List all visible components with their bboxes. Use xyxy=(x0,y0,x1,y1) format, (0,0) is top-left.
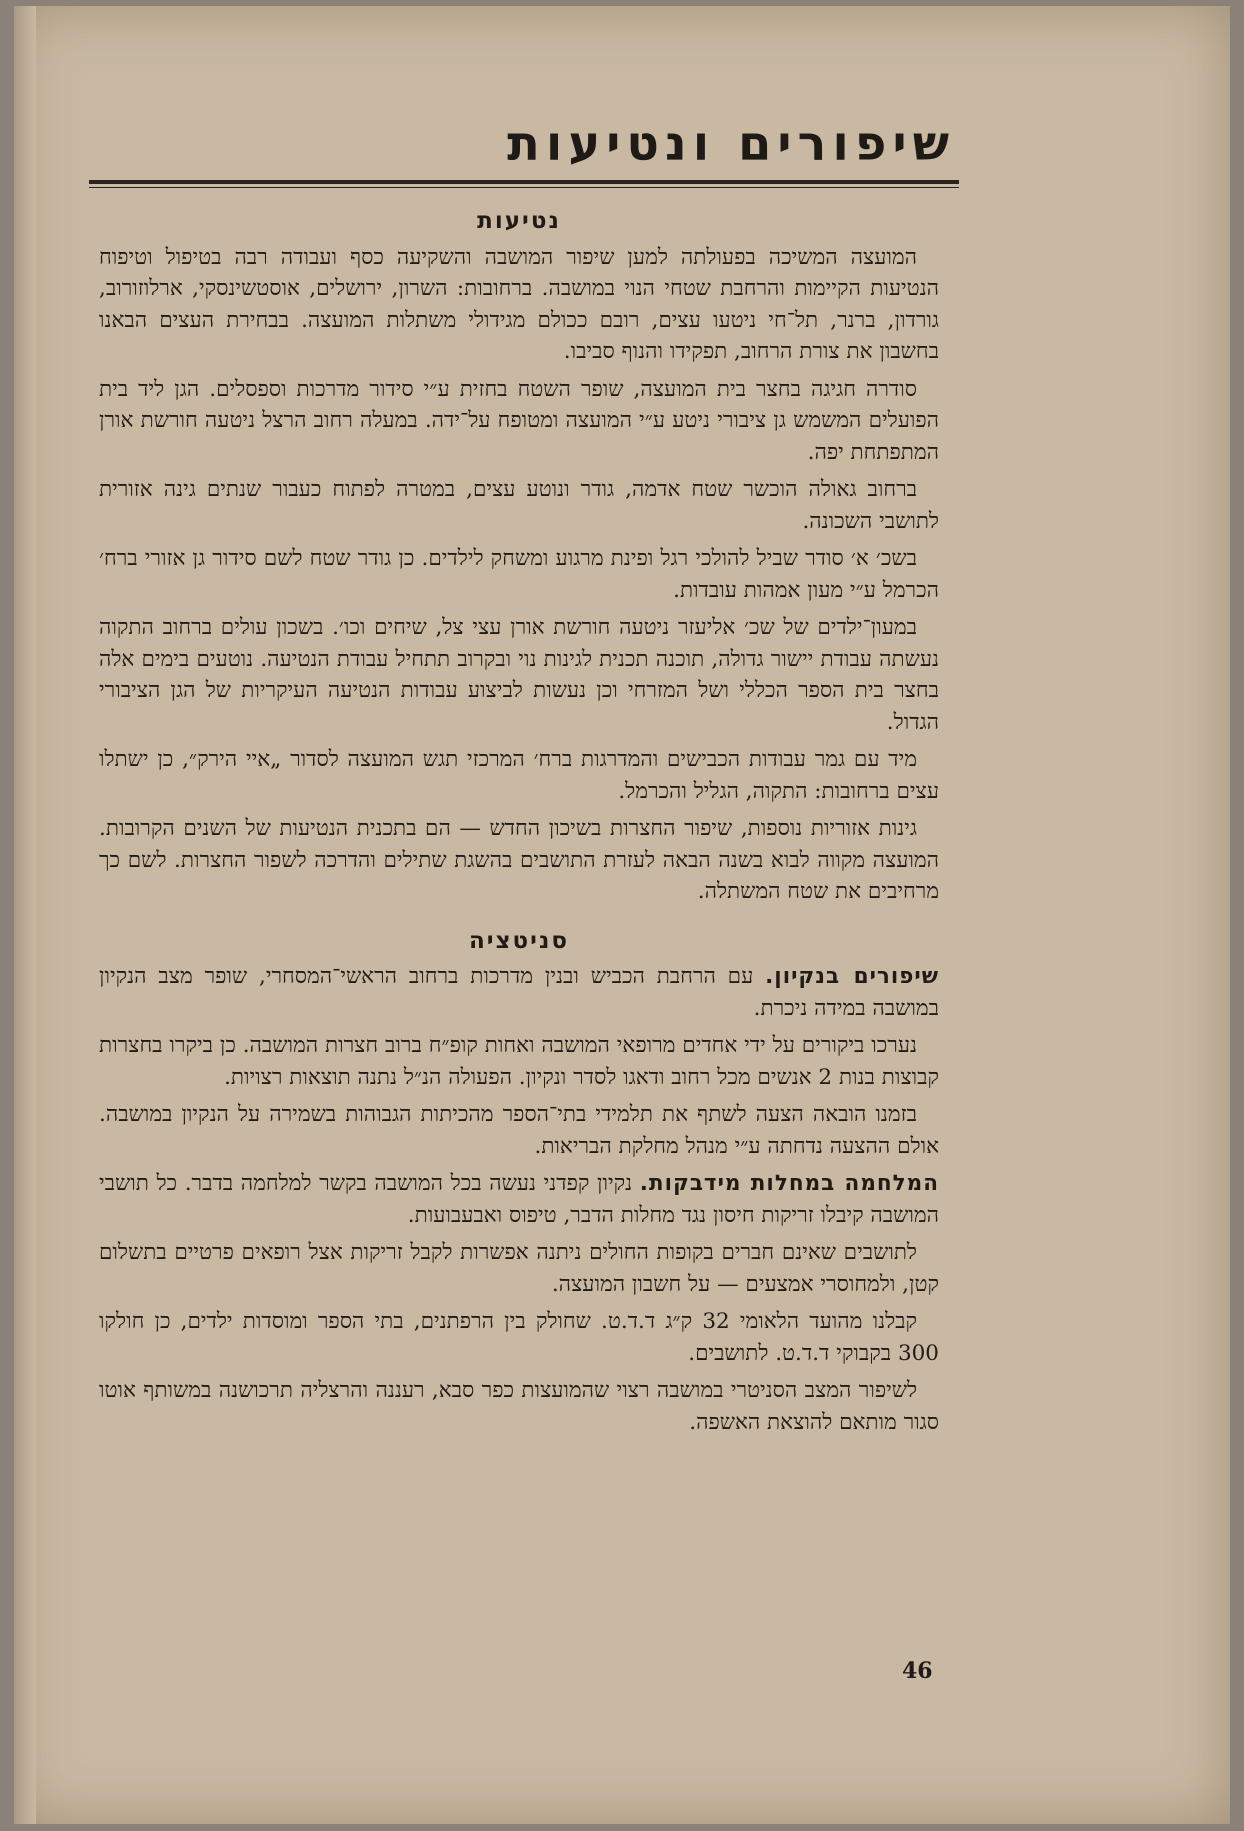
paragraph: קבלנו מהועד הלאומי 32 ק״ג ד.ד.ט. שחולק בין הרפתנים, בתי הספר ומוסדות ילדים, כן חולקו 300 בקבוקי ד.ד.ט. לתושבים. xyxy=(99,1309,939,1366)
page-edge xyxy=(14,6,36,1824)
section-gap xyxy=(99,914,939,926)
paragraph xyxy=(99,1168,939,1231)
paragraph: מיד עם גמר עבודות הכבישים והמדרגות ברח׳ המרכזי תגש המועצה לסדור „איי הירק״, כן ישתלו עצים ברחובות: התקוה, הגליל והכרמל. xyxy=(99,747,939,804)
paragraph: לשיפור המצב הסניטרי במושבה רצוי שהמועצות כפר סבא, רעננה והרצליה תרכושנה במשותף אוטו סגור מותאם להוצאת האשפה. xyxy=(99,1378,939,1435)
title-rule-thin xyxy=(89,187,959,188)
section-heading-plantings: נטיעות xyxy=(477,208,561,234)
title-rule-thick xyxy=(89,180,959,184)
runin-heading: שיפורים בנקיון. xyxy=(765,964,939,989)
paragraph: לתושבים שאינם חברים בקופות החולים ניתנה אפשרות לקבל זריקות אצל רופאים פרטיים בתשלום קטן, ולמחוסרי אמצעים — על חשבון המועצה. xyxy=(99,1240,939,1297)
document-page xyxy=(14,6,1230,1824)
page-header xyxy=(89,116,959,188)
paragraph: בשכ׳ א׳ סודר שביל להולכי רגל ופינת מרגוע ומשחק לילדים. כן גודר שטח לשם סידור גן אזורי ברח׳ הכרמל ע״י מעון אמהות עובדות. xyxy=(99,546,939,603)
paragraph: המועצה המשיכה בפעולתה למען שיפור המושבה והשקיעה כסף ועבודה רבה בטיפול וטיפוח הנטיעות הקיימות והרחבת שטחי הנוי במושבה. ברחובות: השרון, ירושלים, אוסטשינסקי, ארלוזורוב, גורדון, ברנר, תל־חי ניטעו עצים, רובם ככולם מגידולי משתלות המועצה. בבחירת העצים הבאנו בחשבון את צורת הרחוב, תפקידו והנוף סביבו. xyxy=(99,244,939,364)
paragraph: נערכו ביקורים על ידי אחדים מרופאי המושבה ואחות קופ״ח ברוב חצרות המושבה. כן ביקרו בחצרות קבוצות בנות 2 אנשים מכל רחוב ודאגו לסדר ונקיון. הפעולה הנ״ל נתנה תוצאות רצויות. xyxy=(99,1033,939,1090)
paragraph-text: עם הרחבת הכביש ובנין מדרכות ברחוב הראשי־המסחרי, שופר מצב הנקיון במושבה במידה ניכרת. xyxy=(99,964,939,1021)
paragraph: גינות אזוריות נוספות, שיפור החצרות בשיכון החדש — הם בתכנית הנטיעות של השנים הקרובות. המועצה מקווה לבוא בשנה הבאה לעזרת התושבים בהשגת שתילים והדרכה לשפור החצרות. לשם כך מרחיבים את שטח המשתלה. xyxy=(99,816,939,904)
section-heading-sanitation: סניטציה xyxy=(468,927,570,954)
paragraph: בזמנו הובאה הצעה לשתף את תלמידי בתי־הספר מהכיתות הגבוהות בשמירה על הנקיון במושבה. אולם ההצעה נדחתה ע״י מנהל מחלקת הבריאות. xyxy=(99,1102,939,1159)
paragraph: סודרה חגיגה בחצר בית המועצה, שופר השטח בחזית ע״י סידור מדרכות וספסלים. הגן ליד בית הפועלים המשמש גן ציבורי ניטע ע״י המועצה ומטופח על־ידה. במעלה רחוב הרצל ניטעה חורשת אורן המתפתחת יפה. xyxy=(99,376,939,465)
page-number: 46 xyxy=(902,1658,933,1684)
runin-heading: המלחמה במחלות מידבקות. xyxy=(639,1171,939,1196)
paragraph: במעון־ילדים של שכ׳ אליעזר ניטעה חורשת אורן עצי צל, שיחים וכו׳. בשכון עולים ברחוב התקוה נעשתה עבודת יישור גדולה, תוכנה תכנית לגינות נוי ובקרוב תתחיל עבודת הנטיעה. נוטעים בימים אלה בחצר בית הספר הכללי ושל המזרחי וכן נעשות לביצוע עבודות הנטיעה העיקריות של הגן הציבורי הגדול. xyxy=(99,615,939,735)
paragraph xyxy=(99,961,939,1024)
paragraph-text: נקיון קפדני נעשה בכל המושבה בקשר למלחמה בדבר. כל תושבי המושבה קיבלו זריקות חיסון נגד מחלות הדבר, טיפוס ואבעבועות. xyxy=(99,1171,939,1228)
document-body xyxy=(99,206,939,1444)
paragraph: ברחוב גאולה הוכשר שטח אדמה, גודר ונוטע עצים, במטרה לפתוח כעבור שנתים גינה אזורית לתושבי השכונה. xyxy=(99,477,939,534)
page-title: שיפורים ונטיעות xyxy=(507,116,955,172)
